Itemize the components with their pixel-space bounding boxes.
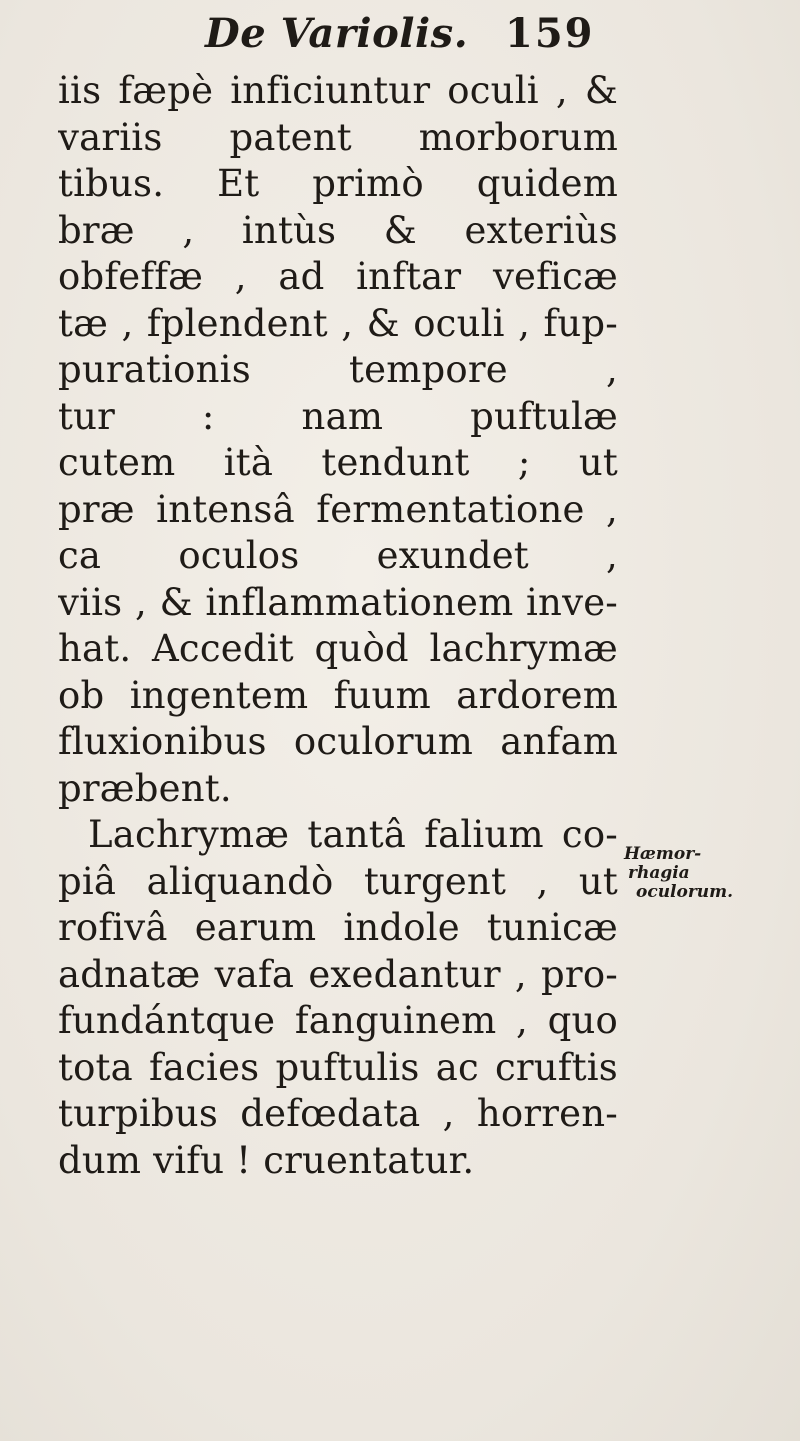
text-line-paragraph-start: Lachrymæ tantâ falium co- [88, 813, 618, 856]
marginal-note-line: oculorum. [636, 882, 734, 902]
text-line-paragraph-end: præbent. [58, 766, 232, 810]
text-line: bræ , intùs & exteriùs [58, 208, 618, 252]
marginal-note-line: rhagia [628, 863, 690, 883]
text-line: tibus. Et primò quidem [58, 162, 618, 205]
text-line: turpibus defœdata , horren- [58, 1092, 618, 1135]
text-line: rofivâ earum indole tunicæ [58, 906, 618, 949]
text-line: piâ aliquandò turgent , ut [58, 859, 618, 903]
page-header [205, 10, 625, 62]
text-line: fluxionibus oculorum anfam [58, 720, 618, 763]
text-line: purationis tempore , [58, 348, 618, 391]
running-title: De Variolis. [205, 10, 469, 57]
page-number: 159 [505, 10, 595, 57]
text-line: hat. Accedit quòd lachrymæ [58, 627, 618, 670]
text-line: tæ , fplendent , & oculi , fup- [58, 301, 618, 345]
text-line: tur : nam puftulæ [58, 394, 618, 438]
text-line-paragraph-end: dum vifu ! cruentatur. [58, 1138, 475, 1182]
marginal-note-line: Hæmor- [624, 844, 702, 864]
text-line: fundántque fanguinem , quo [58, 999, 618, 1042]
marginal-note [624, 845, 794, 902]
text-line: adnatæ vafa exedantur , pro- [58, 952, 618, 996]
text-line: tota facies puftulis ac cruftis [58, 1045, 618, 1089]
text-line: variis patent morborum [58, 115, 618, 159]
text-line: ob ingentem fuum ardorem [58, 673, 618, 717]
text-line: obfeffæ , ad inftar veficæ [58, 255, 618, 298]
text-line: iis fæpè inficiuntur oculi , & [58, 69, 618, 112]
text-line: ca oculos exundet , [58, 534, 618, 577]
text-line: viis , & inflammationem inve- [58, 580, 618, 624]
text-line: præ intensâ fermentatione , [58, 487, 618, 531]
body-text [58, 68, 618, 1184]
text-line: cutem ità tendunt ; ut [58, 441, 618, 484]
